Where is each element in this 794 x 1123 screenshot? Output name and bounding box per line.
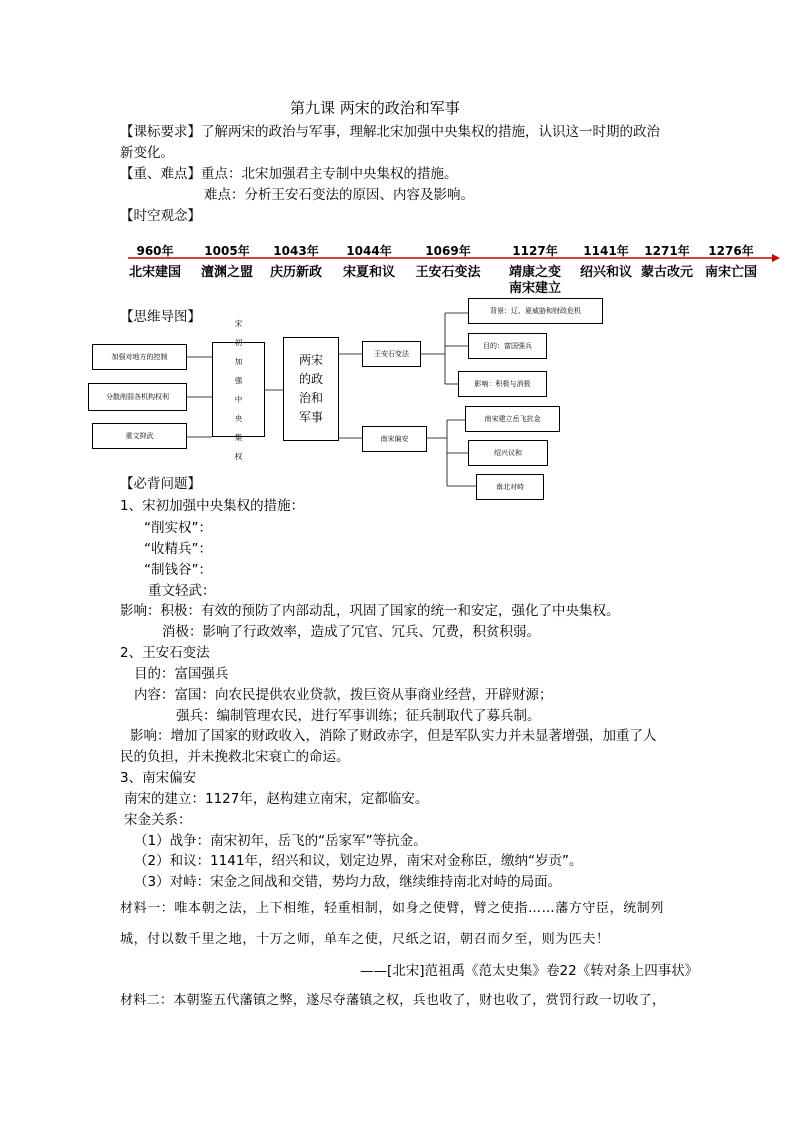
section2-purpose: 目的：富国强兵 <box>134 666 229 682</box>
mindmap-left-box-3: 重文抑武 <box>92 423 187 449</box>
section3-item-2: （2）和议：1141年，绍兴和议，划定边界，南宋对金称臣，缴纳“岁贡”。 <box>134 853 583 869</box>
mindmap-wang-item-3: 影响：积极与消极 <box>458 371 547 397</box>
section2-impact-1: 影响：增加了国家的财政收入，消除了财政赤字，但是军队实力并未显著增强，加重了人 <box>130 728 657 744</box>
key-point-text: 重点：北宋加强君主专制中央集权的措施。 <box>201 166 458 182</box>
section2-content-2: 强兵：编制管理农民，进行军事训练；征兵制取代了募兵制。 <box>176 708 541 724</box>
section2-content-1: 内容：富国：向农民提供农业贷款，拨巨资从事商业经营，开辟财源； <box>134 687 553 703</box>
timeline-year: 1271年 <box>644 244 690 258</box>
section1-item-1: “削实权”： <box>144 520 212 536</box>
mindmap-nansong-item-1: 南宋建立岳飞抗金 <box>465 406 560 432</box>
requirements-label: 【课标要求】 <box>120 124 201 140</box>
section1-item-2: “收精兵”： <box>144 541 212 557</box>
difficult-point-text: 难点：分析王安石变法的原因、内容及影响。 <box>204 187 474 203</box>
material1-source: ——[北宋]范祖禹《范太史集》卷22《转对条上四事状》 <box>360 963 699 979</box>
must-heading: 【必背问题】 <box>120 476 201 492</box>
mindmap-nansong-box: 南宋偏安 <box>362 426 427 452</box>
section2-impact-2: 民的负担，并未挽救北宋衰亡的命运。 <box>120 749 350 765</box>
section3-title: 3、南宋偏安 <box>120 770 197 786</box>
timeline-event: 绍兴和议 <box>579 265 632 280</box>
section1-impact-positive: 影响：积极：有效的预防了内部动乱，巩固了国家的统一和安定，强化了中央集权。 <box>120 603 620 619</box>
mindmap-wang-item-2: 目的：富国强兵 <box>468 333 547 359</box>
mindmap-heading: 【思维导图】 <box>120 309 201 325</box>
section2-title: 2、王安石变法 <box>120 645 210 661</box>
mindmap-center-left-box: 宋初加强中央集权 <box>212 342 265 437</box>
timeline-event: 王安石变法 <box>415 265 481 280</box>
timeline-event: 北宋建国 <box>128 265 181 280</box>
timeline-year: 960年 <box>136 244 174 258</box>
section3-item-3: （3）对峙：宋金之间战和交错，势均力敌，继续维持南北对峙的局面。 <box>134 874 562 890</box>
timeline-event: 南宋亡国 <box>704 265 757 280</box>
section3-founding: 南宋的建立：1127年，赵构建立南宋，定都临安。 <box>124 791 429 807</box>
timeline-event: 蒙古改元 <box>640 265 693 280</box>
section3-relation: 宋金关系： <box>124 812 192 828</box>
timeline-year: 1069年 <box>425 244 471 258</box>
mindmap-nansong-item-3: 南北对峙 <box>476 474 544 500</box>
timeline-year: 1127年 <box>512 244 558 258</box>
section1-item-3: “制钱谷”： <box>144 562 212 578</box>
timeline-event: 澶渊之盟 <box>200 265 253 280</box>
mindmap-left-box-1: 加强对地方的控制 <box>92 344 187 370</box>
material2-line1: 材料二：本朝鉴五代藩镇之弊，遂尽夺藩镇之权，兵也收了，财也收了，赏罚行政一切收了， <box>120 993 666 1008</box>
key-points-label: 【重、难点】 <box>120 166 201 182</box>
mindmap-left-box-2: 分散削弱各机构权利 <box>88 383 187 411</box>
mindmap-nansong-item-2: 绍兴议和 <box>468 440 548 466</box>
timeline-year: 1043年 <box>273 244 319 258</box>
section1-title: 1、宋初加强中央集权的措施： <box>120 498 305 514</box>
timeline-year: 1005年 <box>204 244 250 258</box>
material1-line1: 材料一：唯本朝之法，上下相维，轻重相制，如身之使臂，臂之使指……藩方守臣，统制列 <box>120 901 665 916</box>
mindmap-center-box: 两宋的政治和军事 <box>283 337 339 441</box>
requirements-text: 了解两宋的政治与军事，理解北宋加强中央集权的措施，认识这一时期的政治 <box>201 124 660 140</box>
section1-impact-negative: 消极：影响了行政效率，造成了冗官、冗兵、冗费，积贫积弱。 <box>162 624 540 640</box>
timeline-event: 庆历新政 <box>269 265 322 280</box>
timeline-heading: 【时空观念】 <box>120 208 201 224</box>
timeline-event: 宋夏和议 <box>342 265 395 280</box>
mindmap-wang-item-1: 背景：辽、夏威胁和财政危机 <box>468 298 603 324</box>
section1-extra: 重文轻武： <box>148 583 216 599</box>
timeline-year: 1044年 <box>346 244 392 258</box>
material1-line2: 城，付以数千里之地，十万之师，单车之使，尺纸之诏，朝召而夕至，则为匹夫！ <box>120 932 610 947</box>
timeline-year: 1276年 <box>708 244 754 258</box>
page-title: 第九课 两宋的政治和军事 <box>290 99 460 117</box>
mindmap-wang-box: 王安石变法 <box>362 341 421 367</box>
timeline-year: 1141年 <box>583 244 629 258</box>
requirements-line2: 新变化。 <box>120 145 174 161</box>
timeline-event-second-line: 南宋建立 <box>508 281 561 296</box>
section3-item-1: （1）战争：南宋初年，岳飞的“岳家军”等抗金。 <box>134 833 427 849</box>
timeline-event: 靖康之变 <box>508 265 561 280</box>
